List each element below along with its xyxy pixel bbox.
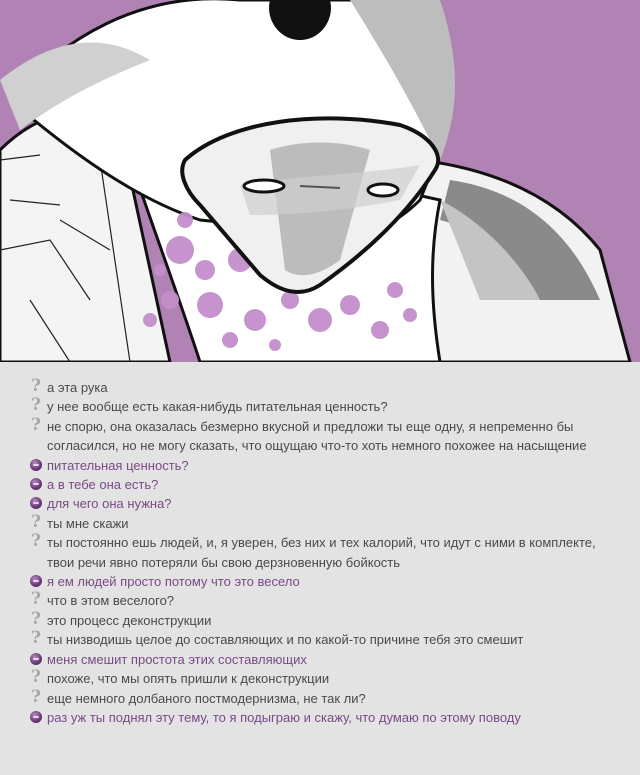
dialogue-line: а в тебе она есть?	[30, 475, 610, 494]
dialogue-line: раз уж ты поднял эту тему, то я подыграю и скажу, что думаю по этому поводу	[30, 708, 610, 727]
dialogue-line: ? у нее вообще есть какая-нибудь питательная ценность?	[31, 395, 388, 416]
purple-orb-icon	[30, 478, 42, 490]
dialogue-line: ? еще немного долбаного постмодернизма, не так ли?	[31, 686, 366, 707]
purple-orb-icon	[30, 497, 42, 509]
question-mark-icon: ?	[31, 511, 41, 532]
question-mark-icon: ?	[31, 414, 41, 435]
purple-orb-icon	[30, 711, 42, 723]
dialogue-line: меня смешит простота этих составляющих	[30, 650, 610, 669]
mask-right-eye	[368, 184, 398, 196]
dialogue-line: ? а эта рука	[31, 376, 108, 396]
dialogue-line: ? ты низводишь целое до составляющих и по какой-то причине тебя это смешит	[31, 628, 524, 649]
masked-figure-drawing	[0, 0, 640, 362]
question-mark-icon: ?	[31, 608, 41, 629]
purple-orb-icon	[30, 653, 42, 665]
dialogue-line: для чего она нужна?	[30, 494, 610, 513]
purple-orb-icon	[30, 575, 42, 587]
question-mark-icon: ?	[31, 531, 41, 552]
dialogue-line: ? что в этом веселого?	[31, 589, 175, 610]
dialogue-line: ? ты мне скажи	[31, 511, 129, 532]
dialogue-line: питательная ценность?	[30, 456, 610, 475]
dialogue-line: ? ты постоянно ешь людей, и, я уверен, без них и тех калорий, что идут с ними в комплекте, твои речи явно потеряли бы свою дерзновенную бойкость	[31, 531, 596, 570]
question-mark-icon: ?	[31, 589, 41, 610]
dialogue-line: ? похоже, что мы опять пришли к деконструкции	[31, 667, 330, 688]
question-mark-icon: ?	[31, 667, 41, 688]
dialogue-line: ? это процесс деконструкции	[31, 608, 212, 629]
character-illustration	[0, 0, 640, 362]
dialogue-panel	[0, 362, 640, 775]
question-mark-icon: ?	[31, 395, 41, 416]
mask-left-eye	[244, 180, 284, 192]
question-mark-icon: ?	[31, 376, 41, 396]
dialogue-line: ? не спорю, она оказалась безмерно вкусной и предложи ты еще одну, я непременно бы согласился, но не могу сказать, что ощущаю что-то хоть немного похожее на насыщение	[31, 414, 587, 454]
purple-orb-icon	[30, 459, 42, 471]
question-mark-icon: ?	[31, 686, 41, 707]
dialogue-line: я ем людей просто потому что это весело	[30, 572, 610, 591]
question-mark-icon: ?	[31, 628, 41, 649]
